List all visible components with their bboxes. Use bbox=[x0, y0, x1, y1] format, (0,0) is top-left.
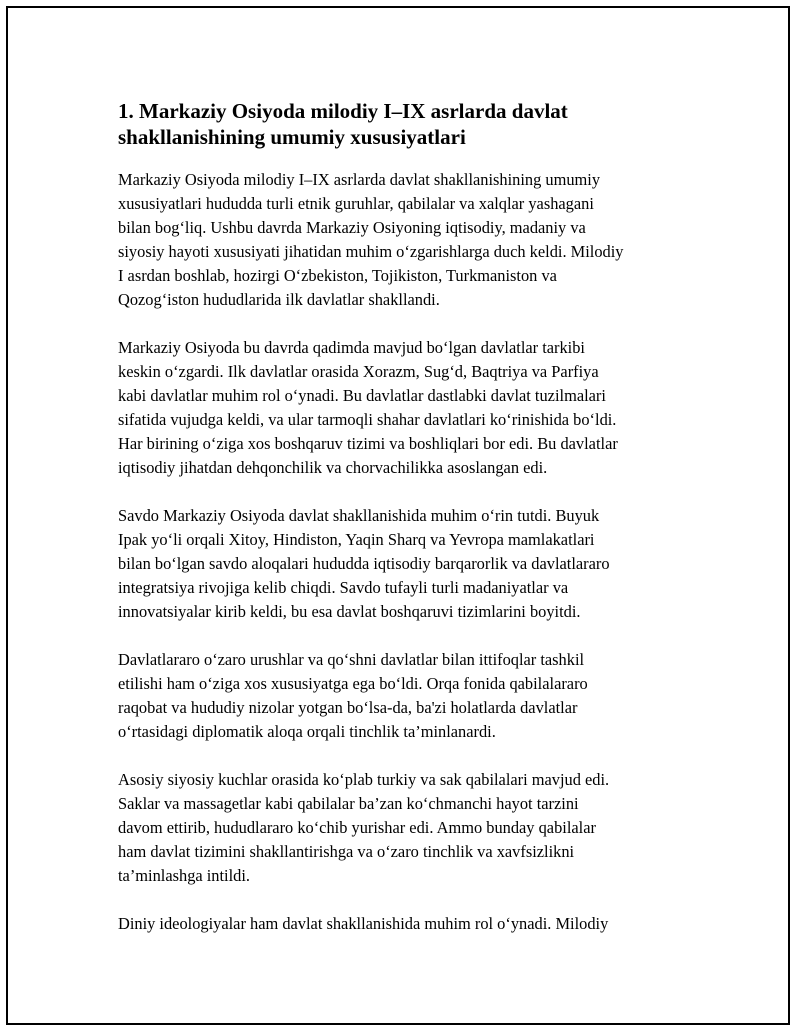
section-heading: 1. Markaziy Osiyoda milodiy I–IX asrlarda davlat shakllanishining umumiy xususiyatlari bbox=[118, 99, 568, 149]
page-frame bbox=[6, 6, 790, 1025]
document-body bbox=[118, 98, 708, 960]
paragraph-2: Markaziy Osiyoda bu davrda qadimda mavjud bo‘lgan davlatlar tarkibi keskin o‘zgardi. Ilk davlatlar orasida Xorazm, Sug‘d, Baqtriya va Parfiya kabi davlatlar muhim rol o‘ynadi. Bu davlatlar dastlabki davlat tuzilmalari sifatida vujudga keldi, va ular tarmoqli shahar davlatlari ko‘rinishida bo‘ldi. Har birining o‘ziga xos boshqaruv tizimi va boshliqlari bor edi. Bu davlatlar iqtisodiy jihatdan dehqonchilik va chorvachilikka asoslangan edi. bbox=[118, 338, 618, 477]
paragraph-4: Davlatlararo o‘zaro urushlar va qo‘shni davlatlar bilan ittifoqlar tashkil etilishi ham o‘ziga xos xususiyatga ega bo‘ldi. Orqa fonida qabilalararo raqobat va hududiy nizolar yotgan bo‘lsa-da, ba'zi holatlarda davlatlar o‘rtasidagi diplomatik aloqa orqali tinchlik ta’minlanardi. bbox=[118, 650, 588, 741]
paragraph-6: Diniy ideologiyalar ham davlat shakllanishida muhim rol o‘ynadi. Milodiy bbox=[118, 914, 609, 933]
paragraph-5: Asosiy siyosiy kuchlar orasida ko‘plab turkiy va sak qabilalari mavjud edi. Saklar va massagetlar kabi qabilalar ba’zan ko‘chmanchi hayot tarzini davom ettirib, hududlararo ko‘chib yurishar edi. Ammo bunday qabilalar ham davlat tizimini shakllantirishga va o‘zaro tinchlik va xavfsizlikni ta’minlashga intildi. bbox=[118, 770, 610, 885]
paragraph-1: Markaziy Osiyoda milodiy I–IX asrlarda davlat shakllanishining umumiy xususiyatlari hududda turli etnik guruhlar, qabilalar va xalqlar yashagani bilan bog‘liq. Ushbu davrda Markaziy Osiyoning iqtisodiy, madaniy va siyosiy hayoti xususiyati jihatidan muhim o‘zgarishlarga duch keldi. Milodiy I asrdan boshlab, hozirgi O‘zbekiston, Tojikiston, Turkmaniston va Qozog‘iston hududlarida ilk davlatlar shakllandi. bbox=[118, 170, 624, 309]
paragraph-3: Savdo Markaziy Osiyoda davlat shakllanishida muhim o‘rin tutdi. Buyuk Ipak yo‘li orqali Xitoy, Hindiston, Yaqin Sharq va Yevropa mamlakatlari bilan bo‘lgan savdo aloqalari hududda iqtisodiy barqarorlik va davlatlararo integratsiya rivojiga kelib chiqdi. Savdo tufayli turli madaniyatlar va innovatsiyalar kirib keldi, bu esa davlat boshqaruvi tizimlarini boyitdi. bbox=[118, 506, 610, 621]
